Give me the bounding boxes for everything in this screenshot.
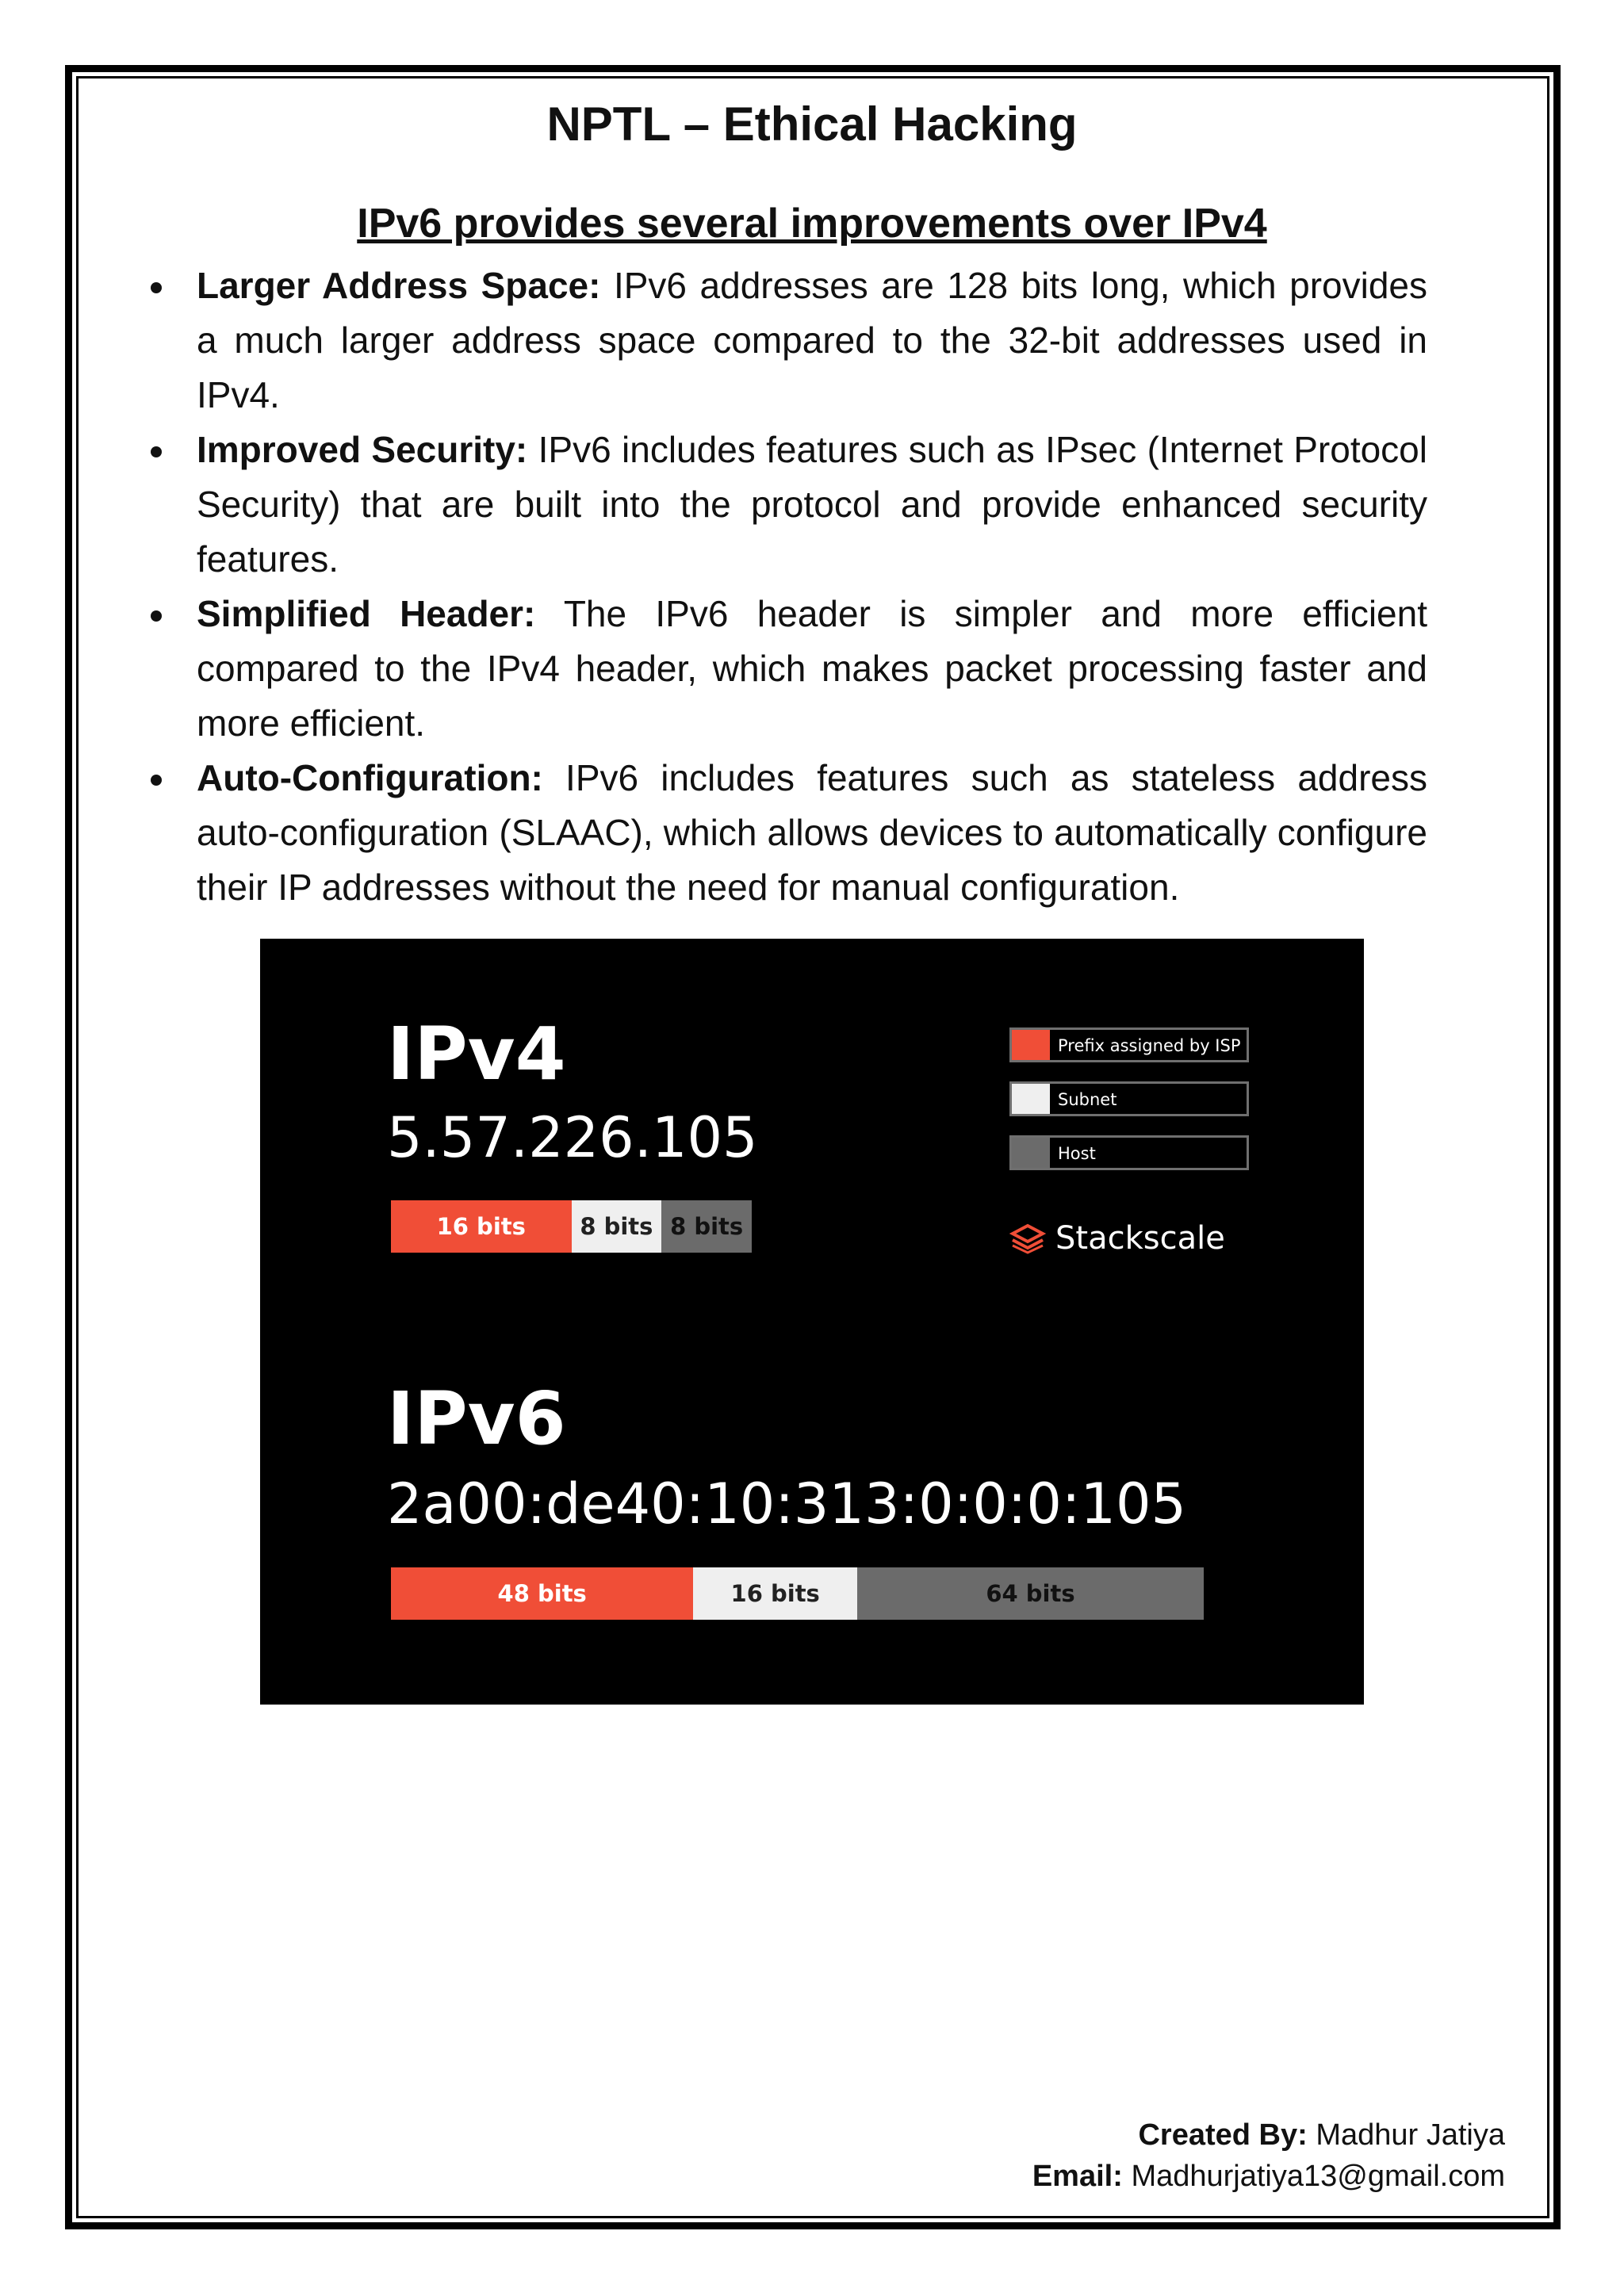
ipv6-heading: IPv6 <box>387 1376 566 1461</box>
created-by-label: Created By: <box>1138 2118 1308 2152</box>
legend-host-swatch <box>1012 1138 1050 1168</box>
bullet-icon <box>151 282 162 293</box>
ipv4-heading: IPv4 <box>387 1012 566 1096</box>
ip-address-figure <box>260 939 1364 1705</box>
legend-host <box>1009 1135 1249 1170</box>
bullet-icon <box>151 610 162 622</box>
ipv6-bit-bar <box>391 1567 1204 1620</box>
ipv6-subnet-segment: 16 bits <box>693 1567 857 1620</box>
email-value: Madhurjatiya13@gmail.com <box>1131 2160 1505 2193</box>
ipv4-bit-bar <box>391 1200 752 1253</box>
footer-email <box>1032 2160 1505 2194</box>
brand-name: Stackscale <box>1055 1220 1225 1257</box>
legend-subnet-label: Subnet <box>1058 1090 1117 1109</box>
bullet-text: IPv6 includes features such as stateless address auto-configuration (SLAAC), which allows devices to automatically configure their IP addresses without the need for manual configuration. <box>197 757 1428 908</box>
bullet-text: IPv6 includes features such as IPsec (Internet Protocol Security) that are built into the protocol and provide enhanced security features. <box>197 429 1427 580</box>
legend-host-label: Host <box>1058 1144 1096 1163</box>
bullet-term: Improved Security: <box>197 429 528 470</box>
legend-subnet-swatch <box>1012 1084 1050 1114</box>
legend-prefix-swatch <box>1012 1030 1050 1060</box>
legend-prefix <box>1009 1027 1249 1062</box>
stackscale-logo-icon <box>1009 1223 1046 1254</box>
legend-subnet <box>1009 1081 1249 1116</box>
bullet-term: Simplified Header: <box>197 593 536 634</box>
ipv6-host-segment: 64 bits <box>857 1567 1204 1620</box>
section-heading: IPv6 provides several improvements over IPv4 <box>357 201 1267 247</box>
email-label: Email: <box>1032 2160 1123 2193</box>
footer-created-by <box>1138 2118 1505 2152</box>
stackscale-logo <box>1009 1220 1225 1257</box>
bullet-text: The IPv6 header is simpler and more efficient compared to the IPv4 header, which makes packet processing faster and more efficient. <box>197 593 1428 744</box>
list-item <box>143 258 1427 423</box>
ipv6-prefix-segment: 48 bits <box>391 1567 693 1620</box>
ipv4-prefix-segment: 16 bits <box>391 1200 572 1253</box>
list-item <box>143 423 1427 587</box>
bullet-icon <box>151 775 162 786</box>
bullet-term: Larger Address Space: <box>197 265 601 306</box>
bullet-text: IPv6 addresses are 128 bits long, which provides a much larger address space compared to the 32-bit addresses used in IPv4. <box>197 265 1427 415</box>
ipv4-address: 5.57.226.105 <box>387 1105 758 1170</box>
list-item <box>143 587 1427 751</box>
list-item <box>143 751 1427 915</box>
improvements-list <box>143 258 1427 915</box>
created-by-value: Madhur Jatiya <box>1316 2118 1505 2152</box>
ipv6-address: 2a00:de40:10:313:0:0:0:105 <box>387 1471 1187 1536</box>
ipv4-subnet-segment: 8 bits <box>572 1200 662 1253</box>
bullet-term: Auto-Configuration: <box>197 757 543 798</box>
legend-prefix-label: Prefix assigned by ISP <box>1058 1036 1241 1055</box>
bullet-icon <box>151 446 162 457</box>
ipv4-host-segment: 8 bits <box>661 1200 752 1253</box>
page-title: NPTL – Ethical Hacking <box>546 98 1078 151</box>
